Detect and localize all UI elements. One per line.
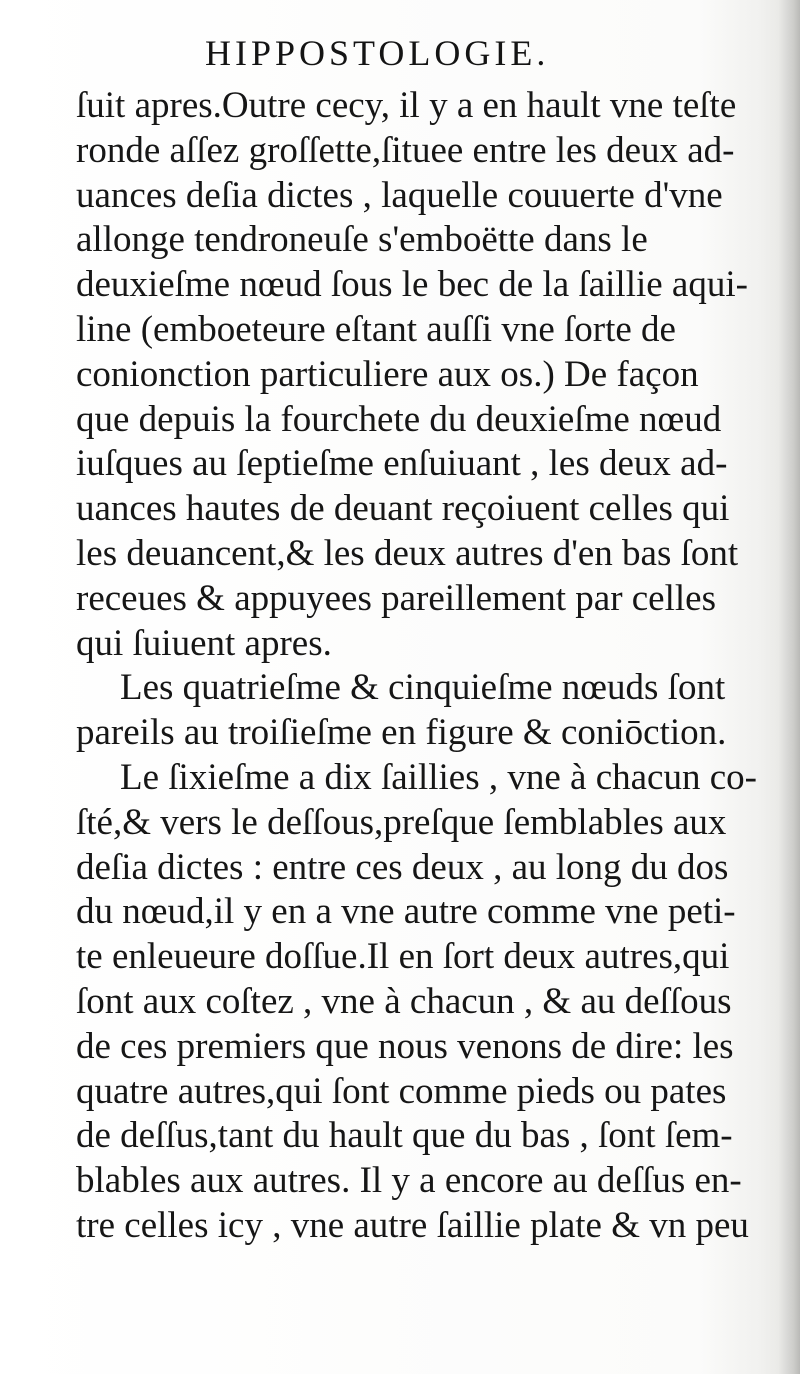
text-line: pareils au troiſieſme en figure & coniōction.	[76, 712, 727, 754]
text-line: qui ſuiuent apres.	[76, 622, 332, 664]
page-edge-shadow	[778, 0, 800, 1374]
text-line: Les quatrieſme & cinquieſme nœuds ſont	[120, 667, 726, 709]
text-line: ſté,& vers le deſſous,preſque ſemblables aux	[76, 801, 727, 843]
text-line: line (emboeteure eſtant auſſi vne ſorte de	[76, 308, 676, 350]
text-line: deſia dictes : entre ces deux , au long du dos	[76, 846, 729, 888]
text-line: ſont aux coſtez , vne à chacun , & au deſſous	[76, 980, 732, 1022]
text-line: te enleueure doſſue.Il en ſort deux autres,qui	[76, 936, 730, 978]
body-text	[76, 84, 776, 1249]
text-line: deuxieſme nœud ſous le bec de la ſaillie aqui-	[76, 264, 748, 306]
text-line: de deſſus,tant du hault que du bas , ſont ſem-	[76, 1115, 733, 1157]
text-line: Le ſixieſme a dix ſaillies , vne à chacun co-	[120, 756, 757, 798]
running-head: HIPPOSTOLOGIE.	[205, 33, 550, 73]
text-line: receues & appuyees pareillement par celles	[76, 577, 716, 619]
text-line: conionction particuliere aux os.) De façon	[76, 353, 699, 395]
text-line: quatre autres,qui ſont comme pieds ou pates	[76, 1070, 727, 1112]
text-line: les deuancent,& les deux autres d'en bas ſont	[76, 532, 739, 574]
text-line: blables aux autres. Il y a encore au deſſus en-	[76, 1160, 742, 1202]
text-line: allonge tendroneuſe s'emboëtte dans le	[76, 219, 648, 261]
text-line: du nœud,il y en a vne autre comme vne peti-	[76, 891, 736, 933]
text-line: ronde aſſez groſſette,ſituee entre les deux ad-	[76, 129, 735, 171]
text-line: ſuit apres.Outre cecy, il y a en hault vne teſte	[76, 85, 737, 126]
text-line: que depuis la fourchete du deuxieſme nœud	[76, 398, 722, 440]
text-line: uances hautes de deuant reçoiuent celles qui	[76, 488, 730, 530]
text-line: uances deſia dictes , laquelle couuerte d'vne	[76, 174, 723, 216]
text-line: de ces premiers que nous venons de dire: les	[76, 1025, 734, 1067]
text-line: tre celles icy , vne autre ſaillie plate & vn peu	[76, 1204, 749, 1246]
text-line: iuſques au ſeptieſme enſuiuant , les deux ad-	[76, 443, 728, 485]
